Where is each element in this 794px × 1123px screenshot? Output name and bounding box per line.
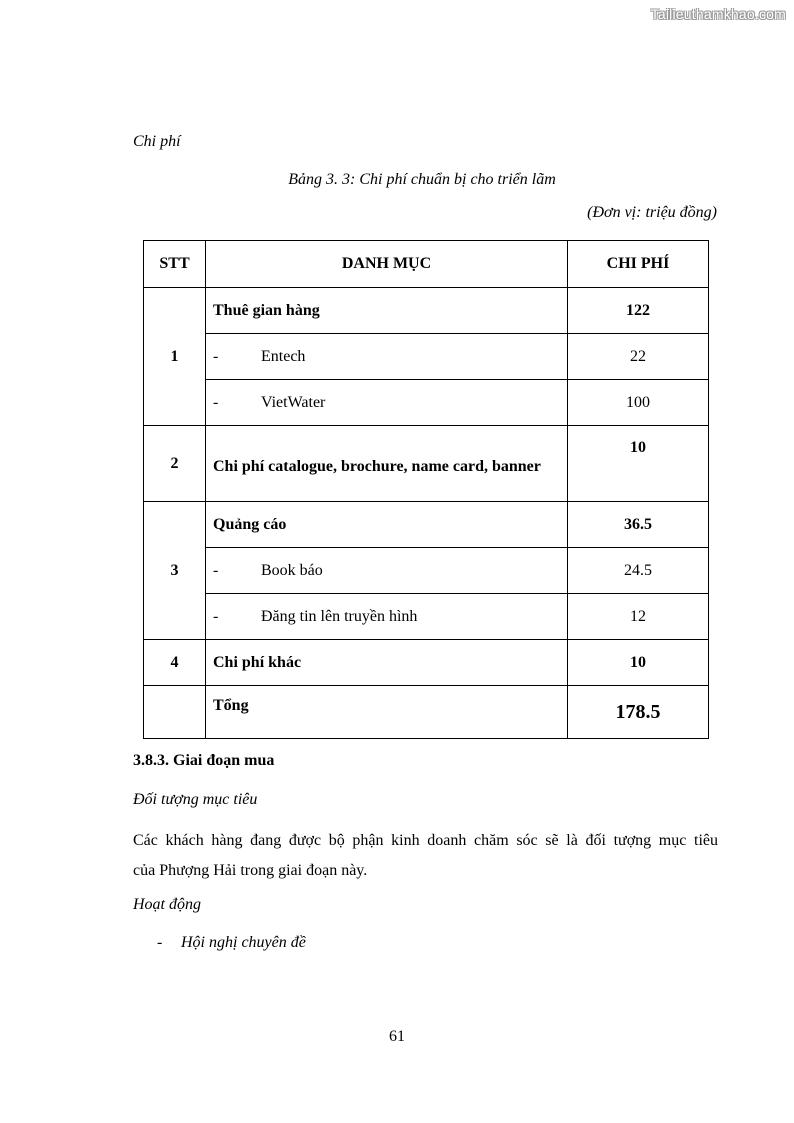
table-row: [144, 502, 709, 548]
header-stt: STT: [144, 241, 206, 288]
total-label: Tổng: [206, 686, 568, 739]
category-cell: Thuê gian hàng: [206, 288, 568, 334]
total-cost: 178.5: [568, 686, 709, 739]
table-header-row: [144, 241, 709, 288]
table-row: [144, 426, 709, 502]
cost-cell: 10: [568, 640, 709, 686]
dash-mark: -: [213, 607, 219, 625]
table-row: [144, 640, 709, 686]
stt-cell: 1: [144, 288, 206, 426]
dash-mark: -: [213, 561, 219, 579]
item-label: Book báo: [261, 561, 323, 579]
category-cell: Quảng cáo: [206, 502, 568, 548]
body-paragraph: [133, 826, 718, 886]
unit-note: (Đơn vị: triệu đồng): [587, 204, 717, 221]
category-cell: [206, 334, 568, 380]
cost-cell: 24.5: [568, 548, 709, 594]
category-cell: [206, 548, 568, 594]
dash-mark: -: [213, 347, 219, 365]
dash-mark: -: [213, 393, 219, 411]
table-row: [144, 594, 709, 640]
watermark-text: Tailieuthamkhao.com: [650, 6, 786, 22]
cost-cell: 100: [568, 380, 709, 426]
section-label: Chi phí: [133, 133, 181, 150]
table-row: [144, 548, 709, 594]
page-number: 61: [389, 1028, 405, 1045]
section-heading: 3.8.3. Giai đoạn mua: [133, 752, 275, 769]
table-row: [144, 334, 709, 380]
paragraph-line: của Phượng Hải trong giai đoạn này.: [133, 862, 368, 879]
cost-cell: 36.5: [568, 502, 709, 548]
table-row: [144, 380, 709, 426]
category-cell: [206, 594, 568, 640]
table-caption: Bảng 3. 3: Chi phí chuẩn bị cho triển lãm: [288, 171, 556, 188]
stt-cell: 4: [144, 640, 206, 686]
header-category: DANH MỤC: [206, 241, 568, 288]
cost-cell: 122: [568, 288, 709, 334]
subheading-activity: Hoạt động: [133, 896, 201, 913]
bullet-item: [157, 934, 306, 952]
table-row: [144, 288, 709, 334]
category-cell: Chi phí khác: [206, 640, 568, 686]
stt-cell: 3: [144, 502, 206, 640]
item-label: Entech: [261, 347, 306, 365]
paragraph-line: Các khách hàng đang được bộ phận kinh doanh chăm sóc sẽ là đối tượng mục tiêu: [133, 832, 718, 849]
category-cell: Chi phí catalogue, brochure, name card, banner: [206, 426, 568, 502]
total-row: [144, 686, 709, 739]
bullet-dash: -: [157, 934, 163, 951]
subheading-target: Đối tượng mục tiêu: [133, 791, 258, 808]
stt-cell-empty: [144, 686, 206, 739]
category-cell: [206, 380, 568, 426]
stt-cell: 2: [144, 426, 206, 502]
cost-table: [143, 240, 709, 739]
cost-cell: 10: [568, 426, 709, 502]
cost-cell: 22: [568, 334, 709, 380]
item-label: VietWater: [261, 393, 326, 411]
item-label: Đăng tin lên truyền hình: [261, 607, 418, 625]
cost-cell: 12: [568, 594, 709, 640]
bullet-text: Hội nghị chuyên đề: [181, 934, 306, 951]
header-cost: CHI PHÍ: [568, 241, 709, 288]
